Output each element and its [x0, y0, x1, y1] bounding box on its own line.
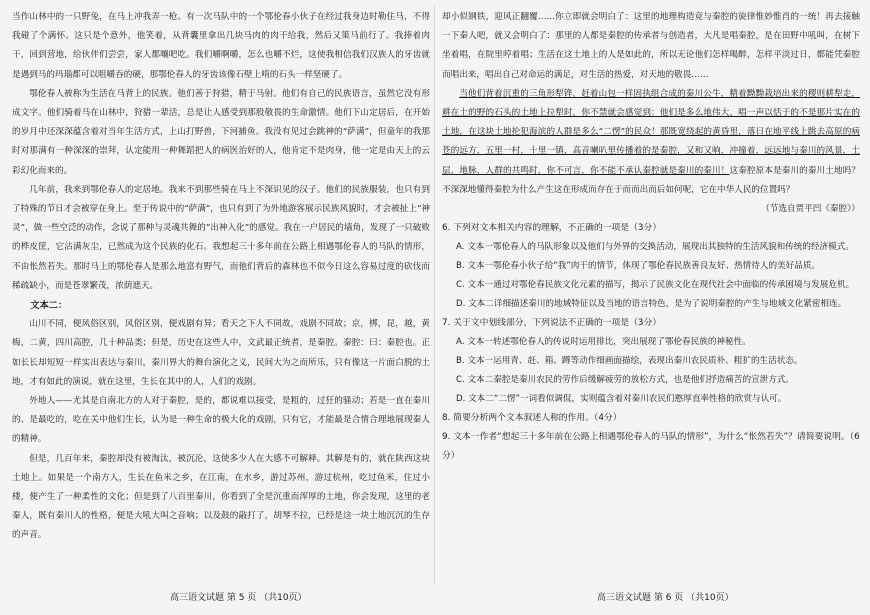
text2-paragraph-2: 外地人——尤其是自南北方的人对于秦腔，是的，都说难以接受，是粗的，过狂的骚动；若是一直在秦川的、是最吃的，吃在关中他们生长，认为是一种生命的极大化的戏剧，只有它，才能最是合情合理地展现秦人的精神。 — [12, 396, 430, 445]
text2-heading: 文本二： — [30, 300, 68, 312]
question-6: 6. 下列对文本相关内容的理解，不正确的一项是（3分） — [442, 223, 662, 234]
footer-page-6: 高三语文试题 第 6 页 （共10页） — [597, 593, 734, 603]
text2-paragraph-4: 却小似钢铁，迎风正翻覆……你立即就会明白了：这里的地理构造竟与秦腔的旋律惟妙惟肖的一统！再去接触一下秦人吧，就又会明白了：那里的人都是秦腔的传承者与创造者，大凡是唱秦腔，是在田野中吼叫，在树下坐着唱，在院里哼着唱；生活在这土地上的人是如此的，所以无论他们怎样喝醉，怎样平淡过日，都能凭秦腔而唱出来，唱出自己对命运的满足，对生活的热爱，对天地的敬畏…… — [442, 12, 860, 80]
question-9: 9. 文本一作者“想起三十多年前在公路上相遇鄂伦春人的马队的情形”，为什么“怅然若失”？请简要说明。（6分） — [442, 432, 860, 462]
text2-paragraph-5-tail: 这秦腔原本是秦川的秦川土地吗？不深深地懂得秦腔为什么产生这在形成而存在于而而出而后如何呢，它在中华人民的位置吗？ — [442, 165, 860, 195]
footer-page-5: 高三语文试题 第 5 页 （共10页） — [170, 593, 307, 603]
question-7-option-a: A. 文本一转述鄂伦春人的传说时运用排比，突出展现了鄂伦春民族的神秘性。 — [456, 337, 751, 348]
question-8: 8. 简要分析两个文本叙述人称的作用。（4分） — [442, 413, 622, 424]
text2-paragraph-5 — [442, 85, 860, 200]
text2-paragraph-1: 山川不同，便风俗区别，风俗区别，便戏剧有异；看天之下人不同故，戏剧不同故；京，梆，昆，越，黄梅，二黄，四川高腔，几十种品类；但是，历史在这些人中，文武最正统者，是秦腔。秦腔：曰：秦腔也。正如长长却短短一样实出表达与秦川，秦川界大的舞台演化之义，民间大为之而所乐，只有像这一片面白脱的土地，才有如此的演说，就在这里，生长在其中的人，人们的戏剧。 — [12, 319, 430, 387]
question-6-option-c: C. 文本一通过对鄂伦春民族文化元素的描写，揭示了民族文化在现代社会中面临的传承困境与发展危机。 — [456, 280, 855, 291]
question-6-option-a: A. 文本一鄂伦春人的马队形象以及他们与外界的交换活动，展现出其独特的生活风貌和传统的经济模式。 — [456, 242, 854, 253]
question-7-option-c: C. 文本二秦腔是秦川农民的劳作后缓解疲劳的放松方式，也是他们抒造痛苦的宣泄方式。 — [456, 375, 795, 386]
question-7-option-d: D. 文本二“二愣”一词看似调侃，实则蕴含着对秦川农民们憨厚直率性格的欣赏与认可。 — [456, 394, 787, 405]
question-7-option-b: B. 文本一运用青、赶、箱、蹲等动作细画面描绘，表现出秦川农民质朴、粗犷的生活状态。 — [456, 356, 803, 367]
page-6 — [442, 8, 860, 580]
text1-paragraph-1: 当作山林中的一只野兔，在马上冲我弄一枪。有一次马队中的一个鄂伦春小伙子在经过我身边时勒住马，不得我碰了个满怀。这只是个意外，他笑着，从背囊里拿出几块马肉的肉干给我，然后又策马前行了。我捧着肉干，回到营地，给伙伴们尝尝，家人都嚷吧吃。我们嚼啊嚼，怎么也嚼不烂，这使我相信我们汉族人的牙齿就是遇到马的玛瑙都可以咀嚼吞的硬，那鄂伦春人的牙齿该像石壁上啃的石头一样坚硬了。 — [12, 12, 430, 80]
page-divider — [434, 6, 435, 584]
question-7: 7. 关于文中划线部分，下列说法不正确的一项是（3分） — [442, 318, 662, 329]
source-note: （节选自贾平凹《秦腔》） — [761, 204, 860, 215]
page-5 — [12, 8, 430, 580]
underlined-passage: 当他们背着沉重的三角形犁铧，赶着山包一样固执组合成的秦川公牛，精着黝黝栽培出来的稷则耕犁走，耕在土的野的石头的土地上拉犁时，你不禁就会感觉到：他们是多么地伟大，唱一声以恬于的不是那片实在的土地，在这块土地抡犯海滨的人群是多么“二愣”的民众！那既宽绕起的黄昏里，落日在地平线上跳去高原的病苍的远方，五里一村，十里一镇，高音喇叭里传播着的是秦腔，又和又响，冲撞着，远远地与秦川的风景，土层，地脉，人群的共鸣时，你不可言，你不能不承认秦腔就是秦川的秦川！ — [442, 88, 860, 176]
text1-paragraph-2: 鄂伦春人被称为生活在马背上的民族。他们善于狩猎，精于马射。他们有自己的民族语言，虽然它没有形成文字。他们骑着马在山林中，狩猎一辈活，总是让人感受到那股敬畏的生命激情。他们下山定居后，在开始的岁月中还深深蕴含着对当年生活方式，上山打野兽，下河捕鱼。我没有见过会跳神的“萨满”，但童年的我那时对那满有一种深深的崇拜，认定能用一种舞蹈把人的病医治好的人，他肯定不是肉身，他一定是由天上的云彩幻化而来的。 — [12, 88, 430, 176]
text2-paragraph-3: 但是，几百年来，秦腔却没有被淘汰，被沉沦，这使多少人在大感不可解释。其解是有的，就在陕西这块土地上。如果是一个南方人，生长在鱼米之乡，在江南，在水乡，游过苏州，游过杭州，吃过鱼米，住过小楼，便产生了一种柔性的文化；但是到了八百里秦川，你看到了全是沉重而浑厚的土地，你会发现，这里的老秦人，既有秦川人的性格，便是大吼大叫之音响；以及鼓的敲打了，胡琴不拉，已经是这一块土地沉沉的生存的声音。 — [12, 453, 430, 541]
question-6-option-d: D. 文本二详细描述秦川的地域特征以及当地的语言特色，是为了说明秦腔的产生与地域文化紧密相连。 — [456, 299, 847, 310]
question-6-option-b: B. 文本一鄂伦春小伙子给“我”肉干的情节，体现了鄂伦春民族善良友好、热情待人的美好品质。 — [456, 261, 821, 272]
text1-paragraph-3: 几年前，我来到鄂伦春人的定居地。我来不到那些骑在马上不深识见的汉子。他们的民族服装，也只有到了特殊的节日才会被穿在身上。至于传说中的“萨满”，也只有到了为外地游客展示民族风貌时，才会被扯上“神灵”，做一些空泛的动作，念说了那种与灵魂共舞的“出神入化”的感觉。我在一户居民的墙角，发现了一只破败的桦皮筐，它沾满灰尘，已然成为这个民族的化石。我想起三十多年前在公路上相遇鄂伦春人的马队的情形，不由怅然若失。那时马上的鄂伦春人是那么地富有野气，而他们背后的森林也不似今日这么容易过度的砍伐而稀疏缺小，而是苍翠繁茂，浓荫遮天。 — [12, 184, 430, 291]
